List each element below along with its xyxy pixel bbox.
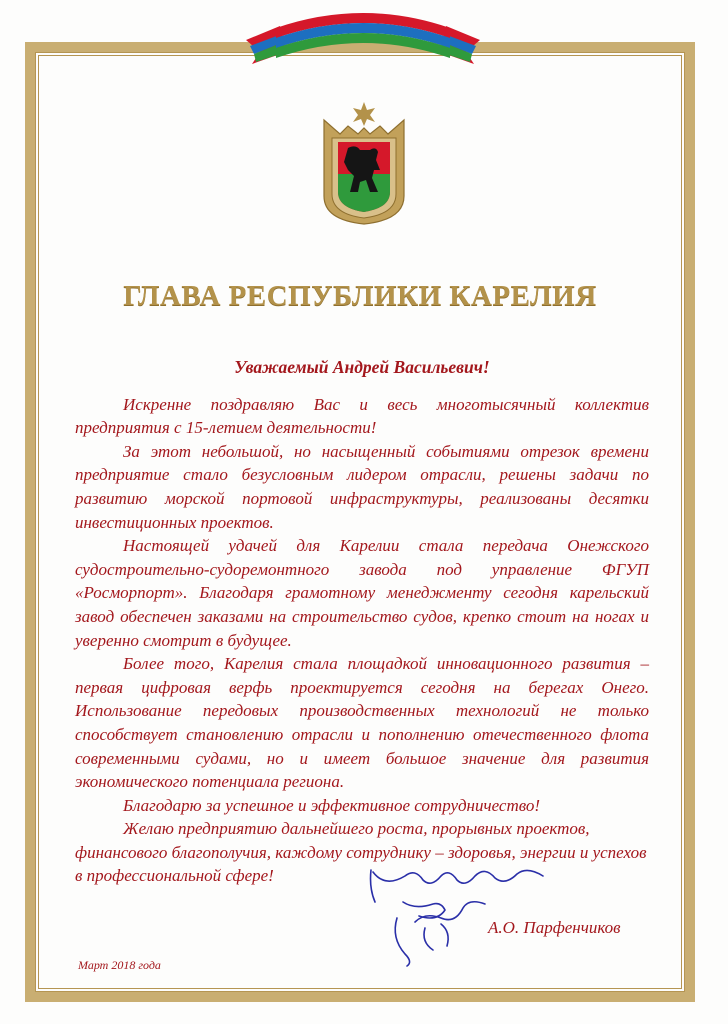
- page-title: ГЛАВА РЕСПУБЛИКИ КАРЕЛИЯ: [123, 280, 597, 312]
- salutation: Уважаемый Андрей Васильевич!: [234, 357, 490, 377]
- paragraph: За этот небольшой, но насыщенный событиями отрезок времени предприятие стало безусловным лидером отрасли, решены задачи по развитию морской портовой инфраструктуры, реализованы десятки инвестиционных проектов.: [75, 441, 649, 532]
- paragraph: Более того, Карелия стала площадкой инновационного развития – первая цифровая верфь проектируется сегодня на берегах Онего. Использование передовых производственных технологий не только способствует становлению отрасли и пополнению отечественного флота современными судами, но и имеет большое значение для развития экономического потенциала региона.: [75, 654, 649, 792]
- letter-date: Март 2018 года: [78, 958, 161, 972]
- paragraph: Желаю предприятию дальнейшего роста, прорывных проектов, финансового благополучия, каждому сотруднику – здоровья, энергии и успехов в профессиональной сфере!: [75, 819, 647, 886]
- paragraph: Благодарю за успешное и эффективное сотрудничество!: [123, 795, 541, 815]
- coat-of-arms-icon: [318, 100, 410, 226]
- letter-body: [75, 356, 649, 888]
- signer-name: А.О. Парфенчиков: [488, 918, 621, 937]
- handwritten-signature-icon: [345, 858, 555, 968]
- paragraph: Искренне поздравляю Вас и весь многотысячный коллектив предприятия с 15-летием деятельности!: [75, 394, 649, 438]
- paragraph: Настоящей удачей для Карелии стала передача Онежского судостроительно-судоремонтного завода под управление ФГУП «Росморпорт». Благодаря грамотному менеджменту сегодня карельский завод обеспечен заказами на строительство судов, крепко стоит на ногах и уверенно смотрит в будущее.: [75, 536, 649, 650]
- karelia-flag-ribbon-icon: [246, 6, 480, 64]
